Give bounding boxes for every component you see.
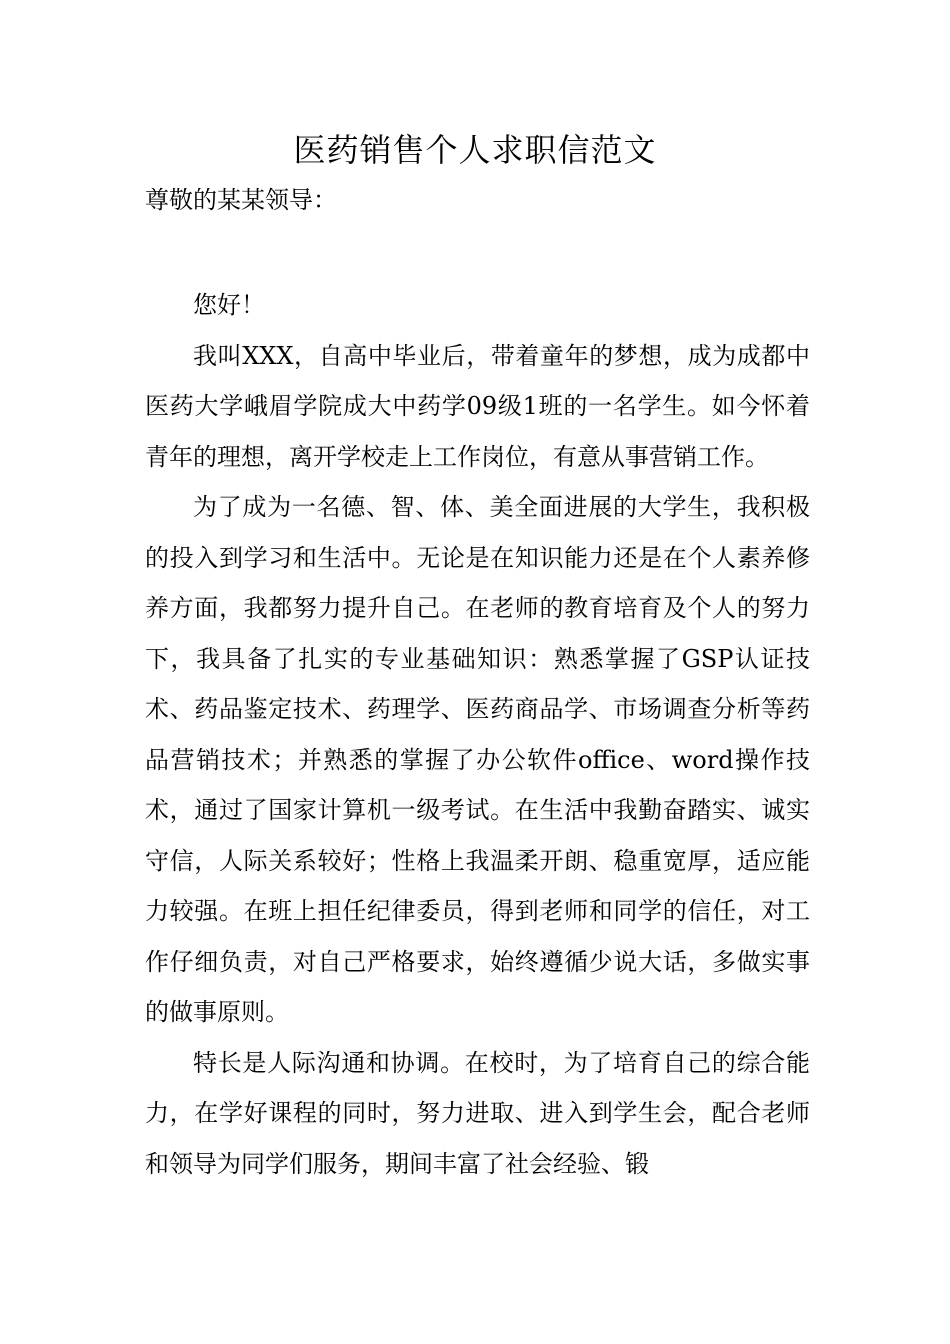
paragraph-1: 我叫XXX，自高中毕业后，带着童年的梦想，成为成都中医药大学峨眉学院成大中药学09级1班的一名学生。如今怀着青年的理想，离开学校走上工作岗位，有意从事营销工作。 [145, 341, 810, 471]
document-title: 医药销售个人求职信范文 [293, 131, 657, 169]
letter-salutation: 您好！ [193, 291, 265, 319]
paragraph-3: 特长是人际沟通和协调。在校时，为了培育自己的综合能力，在学好课程的同时，努力进取、进入到学生会，配合老师和领导为同学们服务，期间丰富了社会经验、锻 [145, 1048, 810, 1178]
paragraph-2: 为了成为一名德、智、体、美全面进展的大学生，我积极的投入到学习和生活中。无论是在知识能力还是在个人素养修养方面，我都努力提升自己。在老师的教育培育及个人的努力下，我具备了扎实的专业基础知识：熟悉掌握了GSP认证技术、药品鉴定技术、药理学、医药商品学、市场调查分析等药品营销技术；并熟悉的掌握了办公软件office、word操作技术，通过了国家计算机一级考试。在生活中我勤奋踏实、诚实守信，人际关系较好；性格上我温柔开朗、稳重宽厚，适应能力较强。在班上担任纪律委员，得到老师和同学的信任，对工作仔细负责，对自己严格要求，始终遵循少说大话，多做实事的做事原则。 [145, 493, 810, 1026]
letter-body [145, 280, 810, 1189]
letter-greeting: 尊敬的某某领导： [145, 186, 337, 214]
